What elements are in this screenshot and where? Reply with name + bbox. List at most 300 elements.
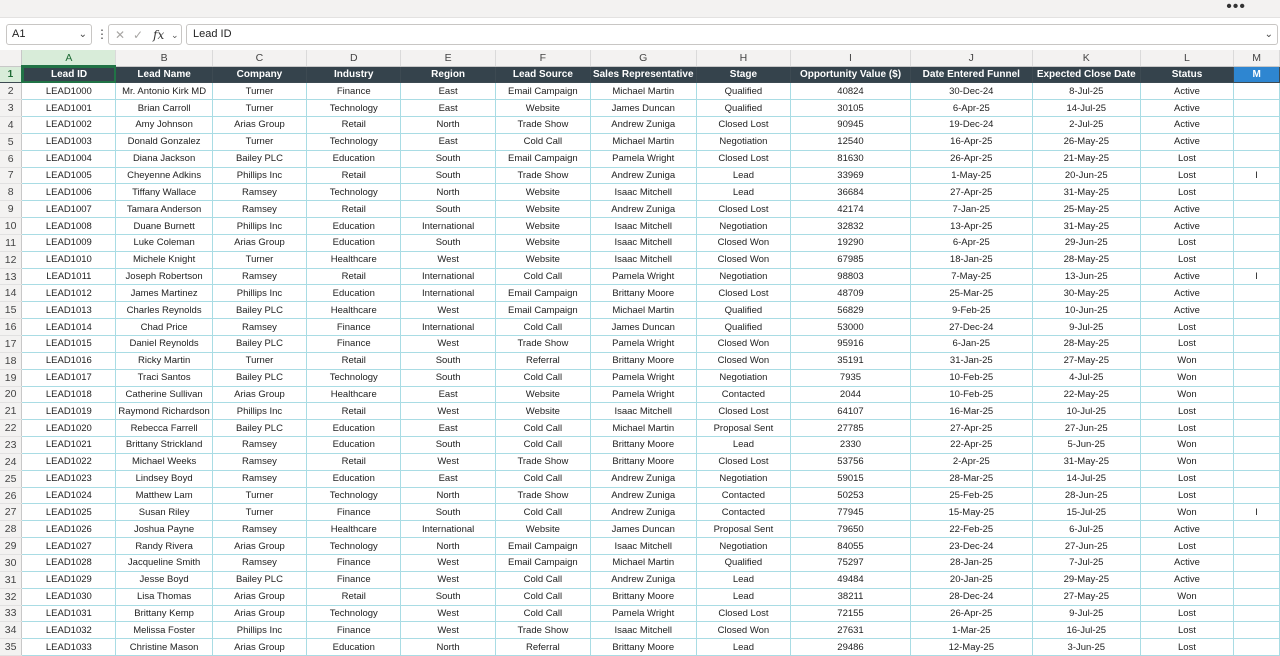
table-cell[interactable]: 12-May-25 <box>910 639 1032 656</box>
table-cell[interactable]: 6-Jan-25 <box>910 336 1032 353</box>
table-cell[interactable]: South <box>401 437 495 454</box>
table-cell[interactable]: LEAD1015 <box>22 336 116 353</box>
table-cell[interactable]: Qualified <box>696 302 791 319</box>
row-number[interactable]: 21 <box>0 403 22 420</box>
table-cell[interactable]: 15-Jul-25 <box>1032 504 1140 521</box>
table-cell[interactable]: South <box>401 234 495 251</box>
table-cell[interactable]: Cold Call <box>495 420 590 437</box>
row-number[interactable]: 20 <box>0 386 22 403</box>
row-number[interactable]: 13 <box>0 268 22 285</box>
table-cell[interactable]: LEAD1000 <box>22 83 116 100</box>
table-cell[interactable]: 30-Dec-24 <box>910 83 1032 100</box>
table-cell[interactable]: 35191 <box>791 352 910 369</box>
table-cell[interactable]: Retail <box>307 352 401 369</box>
table-cell[interactable]: LEAD1017 <box>22 369 116 386</box>
table-cell[interactable]: 12540 <box>791 133 910 150</box>
column-header-k[interactable]: K <box>1032 50 1140 66</box>
table-cell[interactable]: Won <box>1140 352 1234 369</box>
table-cell[interactable]: Michael Martin <box>590 420 696 437</box>
table-cell[interactable]: West <box>401 453 495 470</box>
table-cell[interactable]: Education <box>307 150 401 167</box>
table-cell[interactable]: Closed Lost <box>696 605 791 622</box>
table-cell[interactable]: Ramsey <box>212 268 306 285</box>
chevron-down-icon[interactable]: ⌄ <box>171 30 179 40</box>
table-cell[interactable]: Website <box>495 184 590 201</box>
table-cell[interactable]: LEAD1021 <box>22 437 116 454</box>
table-cell[interactable]: Ramsey <box>212 470 306 487</box>
table-cell[interactable]: Closed Won <box>696 251 791 268</box>
table-cell[interactable]: 28-Jan-25 <box>910 554 1032 571</box>
table-cell[interactable]: 48709 <box>791 285 910 302</box>
header-cell[interactable]: Lead Source <box>495 66 590 83</box>
table-cell[interactable]: Lead <box>696 167 791 184</box>
table-cell[interactable]: Isaac Mitchell <box>590 622 696 639</box>
table-cell[interactable] <box>1234 571 1280 588</box>
table-cell[interactable]: LEAD1011 <box>22 268 116 285</box>
table-cell[interactable]: Won <box>1140 453 1234 470</box>
table-cell[interactable]: Website <box>495 251 590 268</box>
table-cell[interactable]: 79650 <box>791 521 910 538</box>
table-cell[interactable]: Technology <box>307 100 401 117</box>
table-cell[interactable]: 10-Jul-25 <box>1032 403 1140 420</box>
enter-icon[interactable]: ✓ <box>133 28 144 42</box>
table-cell[interactable]: Andrew Zuniga <box>590 470 696 487</box>
table-cell[interactable] <box>1234 319 1280 336</box>
table-cell[interactable] <box>1234 605 1280 622</box>
table-cell[interactable]: LEAD1006 <box>22 184 116 201</box>
table-cell[interactable]: Turner <box>212 504 306 521</box>
table-cell[interactable]: Cold Call <box>495 470 590 487</box>
table-cell[interactable]: LEAD1025 <box>22 504 116 521</box>
table-cell[interactable]: Andrew Zuniga <box>590 201 696 218</box>
table-cell[interactable]: Cold Call <box>495 369 590 386</box>
table-cell[interactable]: International <box>401 319 495 336</box>
table-cell[interactable]: James Martinez <box>116 285 212 302</box>
table-cell[interactable] <box>1234 538 1280 555</box>
chevron-down-icon[interactable]: ⌄ <box>1264 29 1273 40</box>
table-cell[interactable]: International <box>401 285 495 302</box>
table-cell[interactable]: Charles Reynolds <box>116 302 212 319</box>
table-cell[interactable]: Ramsey <box>212 437 306 454</box>
table-cell[interactable]: LEAD1024 <box>22 487 116 504</box>
table-cell[interactable]: Brittany Moore <box>590 285 696 302</box>
table-cell[interactable]: LEAD1008 <box>22 218 116 235</box>
table-cell[interactable]: 22-May-25 <box>1032 386 1140 403</box>
table-cell[interactable]: LEAD1031 <box>22 605 116 622</box>
table-cell[interactable]: Cold Call <box>495 319 590 336</box>
table-cell[interactable]: Isaac Mitchell <box>590 538 696 555</box>
table-cell[interactable]: Diana Jackson <box>116 150 212 167</box>
table-cell[interactable]: 8-Jul-25 <box>1032 83 1140 100</box>
table-cell[interactable]: Contacted <box>696 504 791 521</box>
table-cell[interactable]: West <box>401 251 495 268</box>
table-cell[interactable] <box>1234 117 1280 134</box>
header-cell[interactable]: Stage <box>696 66 791 83</box>
table-cell[interactable]: Lead <box>696 639 791 656</box>
row-number[interactable]: 1 <box>0 66 22 83</box>
table-cell[interactable]: Pamela Wright <box>590 336 696 353</box>
table-cell[interactable]: Isaac Mitchell <box>590 218 696 235</box>
table-cell[interactable] <box>1234 234 1280 251</box>
table-cell[interactable]: Susan Riley <box>116 504 212 521</box>
table-cell[interactable]: Brittany Strickland <box>116 437 212 454</box>
table-cell[interactable]: 2330 <box>791 437 910 454</box>
row-number[interactable]: 33 <box>0 605 22 622</box>
table-cell[interactable] <box>1234 201 1280 218</box>
table-cell[interactable]: South <box>401 167 495 184</box>
table-cell[interactable]: Arias Group <box>212 234 306 251</box>
table-cell[interactable]: Retail <box>307 117 401 134</box>
row-number[interactable]: 24 <box>0 453 22 470</box>
table-cell[interactable]: North <box>401 184 495 201</box>
header-cell[interactable]: Industry <box>307 66 401 83</box>
table-cell[interactable]: 19-Dec-24 <box>910 117 1032 134</box>
table-cell[interactable]: Qualified <box>696 100 791 117</box>
vertical-dots-icon[interactable]: ⋮ <box>96 27 108 41</box>
table-cell[interactable]: 40824 <box>791 83 910 100</box>
table-cell[interactable]: 16-Jul-25 <box>1032 622 1140 639</box>
table-cell[interactable]: East <box>401 100 495 117</box>
row-number[interactable]: 3 <box>0 100 22 117</box>
table-cell[interactable]: Website <box>495 234 590 251</box>
table-cell[interactable]: Lost <box>1140 487 1234 504</box>
table-cell[interactable]: Qualified <box>696 83 791 100</box>
table-cell[interactable]: LEAD1022 <box>22 453 116 470</box>
table-cell[interactable]: Closed Lost <box>696 285 791 302</box>
table-cell[interactable]: Ramsey <box>212 201 306 218</box>
table-cell[interactable] <box>1234 588 1280 605</box>
table-cell[interactable]: 20-Jan-25 <box>910 571 1032 588</box>
table-cell[interactable]: Andrew Zuniga <box>590 487 696 504</box>
table-cell[interactable]: Retail <box>307 268 401 285</box>
table-cell[interactable]: Healthcare <box>307 521 401 538</box>
table-cell[interactable]: 10-Jun-25 <box>1032 302 1140 319</box>
table-cell[interactable]: Randy Rivera <box>116 538 212 555</box>
table-cell[interactable]: 27785 <box>791 420 910 437</box>
table-cell[interactable]: 56829 <box>791 302 910 319</box>
table-cell[interactable]: Daniel Reynolds <box>116 336 212 353</box>
table-cell[interactable]: 53000 <box>791 319 910 336</box>
row-number[interactable]: 35 <box>0 639 22 656</box>
table-cell[interactable] <box>1234 302 1280 319</box>
table-cell[interactable]: Technology <box>307 487 401 504</box>
table-cell[interactable]: 26-Apr-25 <box>910 605 1032 622</box>
table-cell[interactable]: LEAD1012 <box>22 285 116 302</box>
table-cell[interactable]: LEAD1014 <box>22 319 116 336</box>
table-cell[interactable]: 36684 <box>791 184 910 201</box>
table-cell[interactable]: West <box>401 336 495 353</box>
table-cell[interactable]: I <box>1234 504 1280 521</box>
table-cell[interactable]: Lead <box>696 571 791 588</box>
table-cell[interactable]: Education <box>307 285 401 302</box>
table-cell[interactable]: 16-Mar-25 <box>910 403 1032 420</box>
table-cell[interactable] <box>1234 639 1280 656</box>
table-cell[interactable]: Trade Show <box>495 336 590 353</box>
table-cell[interactable]: LEAD1004 <box>22 150 116 167</box>
table-cell[interactable]: Cold Call <box>495 268 590 285</box>
table-cell[interactable]: Lost <box>1140 470 1234 487</box>
table-cell[interactable]: Chad Price <box>116 319 212 336</box>
table-cell[interactable]: Contacted <box>696 386 791 403</box>
row-number[interactable]: 8 <box>0 184 22 201</box>
table-cell[interactable]: Technology <box>307 133 401 150</box>
table-cell[interactable]: Education <box>307 218 401 235</box>
table-cell[interactable]: Closed Won <box>696 234 791 251</box>
table-cell[interactable]: LEAD1028 <box>22 554 116 571</box>
table-cell[interactable]: Pamela Wright <box>590 150 696 167</box>
table-cell[interactable]: 27631 <box>791 622 910 639</box>
table-cell[interactable]: Email Campaign <box>495 302 590 319</box>
table-cell[interactable]: 72155 <box>791 605 910 622</box>
select-all-corner[interactable] <box>0 50 22 66</box>
table-cell[interactable]: Michael Martin <box>590 83 696 100</box>
table-cell[interactable]: Pamela Wright <box>590 369 696 386</box>
table-cell[interactable]: Active <box>1140 201 1234 218</box>
table-cell[interactable]: 28-Jun-25 <box>1032 487 1140 504</box>
table-cell[interactable]: Arias Group <box>212 639 306 656</box>
table-cell[interactable]: Healthcare <box>307 251 401 268</box>
table-cell[interactable]: Jesse Boyd <box>116 571 212 588</box>
column-header-l[interactable]: L <box>1140 50 1234 66</box>
table-cell[interactable]: Joshua Payne <box>116 521 212 538</box>
table-cell[interactable]: Michael Martin <box>590 302 696 319</box>
row-number[interactable]: 25 <box>0 470 22 487</box>
table-cell[interactable]: Brittany Moore <box>590 437 696 454</box>
table-cell[interactable]: Active <box>1140 268 1234 285</box>
table-cell[interactable]: 67985 <box>791 251 910 268</box>
table-cell[interactable]: LEAD1032 <box>22 622 116 639</box>
row-number[interactable]: 12 <box>0 251 22 268</box>
table-cell[interactable]: Donald Gonzalez <box>116 133 212 150</box>
table-cell[interactable]: Website <box>495 100 590 117</box>
row-number[interactable]: 26 <box>0 487 22 504</box>
table-cell[interactable]: Joseph Robertson <box>116 268 212 285</box>
table-cell[interactable]: 22-Feb-25 <box>910 521 1032 538</box>
table-cell[interactable]: Negotiation <box>696 218 791 235</box>
header-cell[interactable]: M <box>1234 66 1280 83</box>
table-cell[interactable]: Michael Weeks <box>116 453 212 470</box>
table-cell[interactable]: International <box>401 521 495 538</box>
table-cell[interactable]: Catherine Sullivan <box>116 386 212 403</box>
table-cell[interactable]: 9-Feb-25 <box>910 302 1032 319</box>
table-cell[interactable] <box>1234 352 1280 369</box>
table-cell[interactable]: Lost <box>1140 639 1234 656</box>
table-cell[interactable]: 25-Mar-25 <box>910 285 1032 302</box>
table-cell[interactable]: Phillips Inc <box>212 167 306 184</box>
table-cell[interactable]: Lost <box>1140 420 1234 437</box>
table-cell[interactable]: Lost <box>1140 251 1234 268</box>
table-cell[interactable]: 90945 <box>791 117 910 134</box>
table-cell[interactable]: 6-Apr-25 <box>910 234 1032 251</box>
row-number[interactable]: 18 <box>0 352 22 369</box>
table-cell[interactable]: LEAD1020 <box>22 420 116 437</box>
table-cell[interactable]: LEAD1003 <box>22 133 116 150</box>
table-cell[interactable]: 16-Apr-25 <box>910 133 1032 150</box>
table-cell[interactable]: 10-Feb-25 <box>910 386 1032 403</box>
row-number[interactable]: 11 <box>0 234 22 251</box>
table-cell[interactable]: LEAD1019 <box>22 403 116 420</box>
table-cell[interactable]: Contacted <box>696 487 791 504</box>
table-cell[interactable] <box>1234 285 1280 302</box>
table-cell[interactable]: 1-May-25 <box>910 167 1032 184</box>
table-cell[interactable]: Retail <box>307 403 401 420</box>
table-cell[interactable]: LEAD1016 <box>22 352 116 369</box>
column-header-a[interactable]: A <box>22 50 116 66</box>
table-cell[interactable]: Finance <box>307 571 401 588</box>
table-cell[interactable]: Lost <box>1140 403 1234 420</box>
table-cell[interactable] <box>1234 369 1280 386</box>
table-cell[interactable]: 27-May-25 <box>1032 352 1140 369</box>
header-cell[interactable]: Region <box>401 66 495 83</box>
table-cell[interactable]: West <box>401 554 495 571</box>
table-cell[interactable] <box>1234 184 1280 201</box>
table-cell[interactable]: Rebecca Farrell <box>116 420 212 437</box>
table-cell[interactable]: Arias Group <box>212 538 306 555</box>
table-cell[interactable]: Brittany Moore <box>590 588 696 605</box>
table-cell[interactable]: Lost <box>1140 336 1234 353</box>
table-cell[interactable]: Traci Santos <box>116 369 212 386</box>
table-cell[interactable]: Active <box>1140 117 1234 134</box>
table-cell[interactable]: Lead <box>696 437 791 454</box>
table-cell[interactable]: Turner <box>212 352 306 369</box>
table-cell[interactable]: Finance <box>307 336 401 353</box>
table-cell[interactable]: Andrew Zuniga <box>590 167 696 184</box>
row-number[interactable]: 6 <box>0 150 22 167</box>
row-number[interactable]: 14 <box>0 285 22 302</box>
table-cell[interactable]: Trade Show <box>495 487 590 504</box>
table-cell[interactable] <box>1234 470 1280 487</box>
table-cell[interactable]: Lost <box>1140 234 1234 251</box>
table-cell[interactable]: South <box>401 504 495 521</box>
table-cell[interactable]: 18-Jan-25 <box>910 251 1032 268</box>
table-cell[interactable]: Lost <box>1140 150 1234 167</box>
table-cell[interactable]: Bailey PLC <box>212 336 306 353</box>
table-cell[interactable]: 7-Jul-25 <box>1032 554 1140 571</box>
table-cell[interactable]: 9-Jul-25 <box>1032 319 1140 336</box>
table-cell[interactable]: Won <box>1140 588 1234 605</box>
table-cell[interactable]: Pamela Wright <box>590 268 696 285</box>
table-cell[interactable]: Active <box>1140 554 1234 571</box>
row-number[interactable]: 15 <box>0 302 22 319</box>
table-cell[interactable]: West <box>401 302 495 319</box>
table-cell[interactable]: Luke Coleman <box>116 234 212 251</box>
row-number[interactable]: 4 <box>0 117 22 134</box>
table-cell[interactable]: 95916 <box>791 336 910 353</box>
table-cell[interactable]: I <box>1234 268 1280 285</box>
table-cell[interactable]: Tiffany Wallace <box>116 184 212 201</box>
table-cell[interactable]: 27-May-25 <box>1032 588 1140 605</box>
table-cell[interactable]: West <box>401 403 495 420</box>
column-header-g[interactable]: G <box>590 50 696 66</box>
table-cell[interactable]: 5-Jun-25 <box>1032 437 1140 454</box>
table-cell[interactable]: Active <box>1140 285 1234 302</box>
table-cell[interactable]: Ricky Martin <box>116 352 212 369</box>
table-cell[interactable]: 31-May-25 <box>1032 184 1140 201</box>
row-number[interactable]: 29 <box>0 538 22 555</box>
table-cell[interactable]: Isaac Mitchell <box>590 234 696 251</box>
table-cell[interactable] <box>1234 487 1280 504</box>
table-cell[interactable]: 81630 <box>791 150 910 167</box>
table-cell[interactable]: Isaac Mitchell <box>590 184 696 201</box>
row-number[interactable]: 7 <box>0 167 22 184</box>
table-cell[interactable]: 2044 <box>791 386 910 403</box>
table-cell[interactable]: North <box>401 538 495 555</box>
table-cell[interactable]: LEAD1027 <box>22 538 116 555</box>
table-cell[interactable]: Isaac Mitchell <box>590 251 696 268</box>
table-cell[interactable]: Technology <box>307 605 401 622</box>
table-cell[interactable]: Michael Martin <box>590 133 696 150</box>
table-cell[interactable]: Ramsey <box>212 453 306 470</box>
table-cell[interactable]: Negotiation <box>696 369 791 386</box>
table-cell[interactable]: 9-Jul-25 <box>1032 605 1140 622</box>
table-cell[interactable]: Trade Show <box>495 453 590 470</box>
table-cell[interactable]: 26-Apr-25 <box>910 150 1032 167</box>
table-cell[interactable]: Website <box>495 201 590 218</box>
table-cell[interactable]: 6-Apr-25 <box>910 100 1032 117</box>
header-cell[interactable]: Expected Close Date <box>1032 66 1140 83</box>
table-cell[interactable]: Lost <box>1140 622 1234 639</box>
table-cell[interactable] <box>1234 403 1280 420</box>
column-header-i[interactable]: I <box>791 50 910 66</box>
table-cell[interactable]: 14-Jul-25 <box>1032 470 1140 487</box>
table-cell[interactable]: South <box>401 588 495 605</box>
table-cell[interactable] <box>1234 554 1280 571</box>
table-cell[interactable]: Referral <box>495 639 590 656</box>
table-cell[interactable]: Education <box>307 420 401 437</box>
table-cell[interactable]: Education <box>307 470 401 487</box>
table-cell[interactable]: Michele Knight <box>116 251 212 268</box>
table-cell[interactable]: LEAD1018 <box>22 386 116 403</box>
table-cell[interactable]: 7935 <box>791 369 910 386</box>
table-cell[interactable]: Finance <box>307 622 401 639</box>
table-cell[interactable]: LEAD1029 <box>22 571 116 588</box>
table-cell[interactable]: LEAD1030 <box>22 588 116 605</box>
table-cell[interactable]: Qualified <box>696 319 791 336</box>
table-cell[interactable]: Phillips Inc <box>212 622 306 639</box>
table-cell[interactable]: Technology <box>307 184 401 201</box>
table-cell[interactable]: 27-Apr-25 <box>910 184 1032 201</box>
table-cell[interactable]: 30105 <box>791 100 910 117</box>
table-cell[interactable]: 7-Jan-25 <box>910 201 1032 218</box>
table-cell[interactable]: Arias Group <box>212 605 306 622</box>
table-cell[interactable]: Referral <box>495 352 590 369</box>
table-cell[interactable]: 31-May-25 <box>1032 453 1140 470</box>
table-cell[interactable]: James Duncan <box>590 521 696 538</box>
table-cell[interactable]: James Duncan <box>590 100 696 117</box>
table-cell[interactable]: Mr. Antonio Kirk MD <box>116 83 212 100</box>
table-cell[interactable]: 19290 <box>791 234 910 251</box>
table-cell[interactable]: North <box>401 487 495 504</box>
table-cell[interactable]: West <box>401 605 495 622</box>
table-cell[interactable]: Brittany Kemp <box>116 605 212 622</box>
row-number[interactable]: 22 <box>0 420 22 437</box>
table-cell[interactable]: 28-May-25 <box>1032 336 1140 353</box>
table-cell[interactable]: Active <box>1140 218 1234 235</box>
table-cell[interactable]: Closed Lost <box>696 117 791 134</box>
table-cell[interactable]: Andrew Zuniga <box>590 117 696 134</box>
column-header-f[interactable]: F <box>495 50 590 66</box>
table-cell[interactable] <box>1234 133 1280 150</box>
table-cell[interactable]: Closed Lost <box>696 201 791 218</box>
table-cell[interactable]: 7-May-25 <box>910 268 1032 285</box>
table-cell[interactable]: LEAD1002 <box>22 117 116 134</box>
table-cell[interactable]: Arias Group <box>212 386 306 403</box>
table-cell[interactable]: Closed Won <box>696 622 791 639</box>
table-cell[interactable]: 25-May-25 <box>1032 201 1140 218</box>
table-cell[interactable]: Website <box>495 386 590 403</box>
table-cell[interactable]: 75297 <box>791 554 910 571</box>
table-cell[interactable]: Turner <box>212 487 306 504</box>
